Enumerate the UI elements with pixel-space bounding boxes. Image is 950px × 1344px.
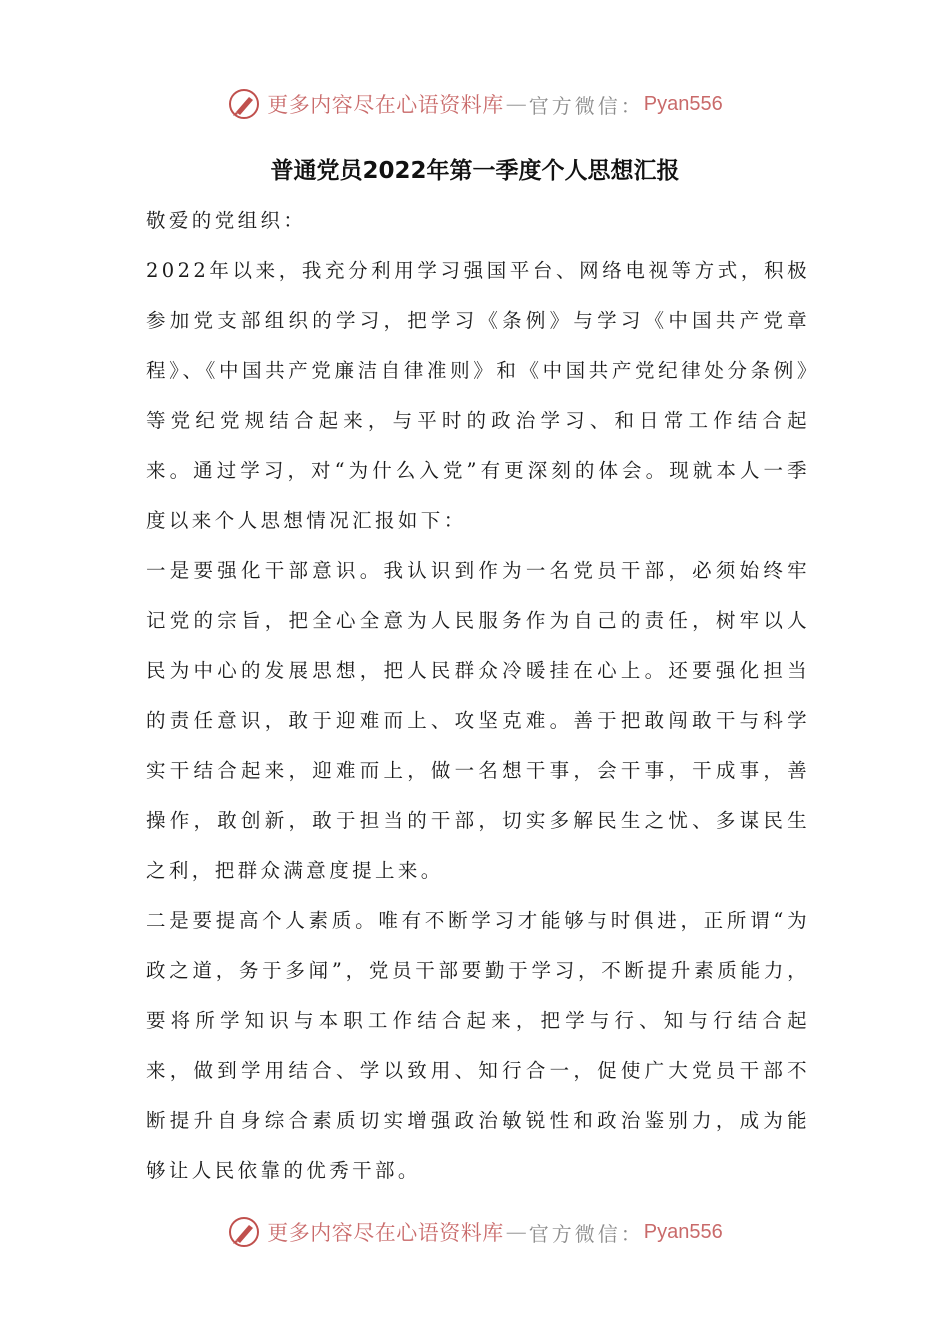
watermark-official-label: 官方微信： [528, 1221, 644, 1246]
watermark-wechat-id: Pyan556 [643, 1220, 723, 1243]
watermark-official-label: 官方微信： [528, 93, 644, 118]
header-watermark [0, 84, 950, 124]
paragraph: 2022年以来，我充分利用学习强国平台、网络电视等方式，积极参加党支部组织的学习，把学习《条例》与学习《中国共产党章程》、《中国共产党廉洁自律准则》和《中国共产党纪律处分条例》等党纪党规结合起来，与平时的政治学习、和日常工作结合起来。通过学习，对“为什么入党”有更深刻的体会。现就本人一季度以来个人思想情况汇报如下： [146, 259, 810, 532]
footer-watermark [0, 1212, 950, 1252]
document-body [146, 196, 810, 1196]
document-title: 普通党员2022年第一季度个人思想汇报 [270, 158, 680, 184]
salutation: 敬爱的党组织： [146, 209, 307, 232]
watermark-separator: — [505, 92, 527, 116]
pen-nib-logo-icon [227, 1215, 261, 1249]
watermark-brand: 更多内容尽在心语资料库 [267, 1221, 504, 1245]
watermark-brand: 更多内容尽在心语资料库 [267, 93, 504, 117]
watermark-wechat-id: Pyan556 [643, 92, 723, 115]
watermark-separator: — [505, 1220, 527, 1244]
pen-nib-logo-icon [227, 87, 261, 121]
paragraph: 二是要提高个人素质。唯有不断学习才能够与时俱进，正所谓“为政之道，务于多闻”，党员干部要勤于学习，不断提升素质能力，要将所学知识与本职工作结合起来，把学与行、知与行结合起来，做到学用结合、学以致用、知行合一，促使广大党员干部不断提升自身综合素质切实增强政治敏锐性和政治鉴别力，成为能够让人民依靠的优秀干部。 [146, 909, 810, 1182]
paragraph: 一是要强化干部意识。我认识到作为一名党员干部，必须始终牢记党的宗旨，把全心全意为人民服务作为自己的责任，树牢以人民为中心的发展思想，把人民群众冷暖挂在心上。还要强化担当的责任意识，敢于迎难而上、攻坚克难。善于把敢闯敢干与科学实干结合起来，迎难而上，做一名想干事，会干事，干成事，善操作，敢创新，敢于担当的干部，切实多解民生之忧、多谋民生之利，把群众满意度提上来。 [146, 559, 810, 882]
